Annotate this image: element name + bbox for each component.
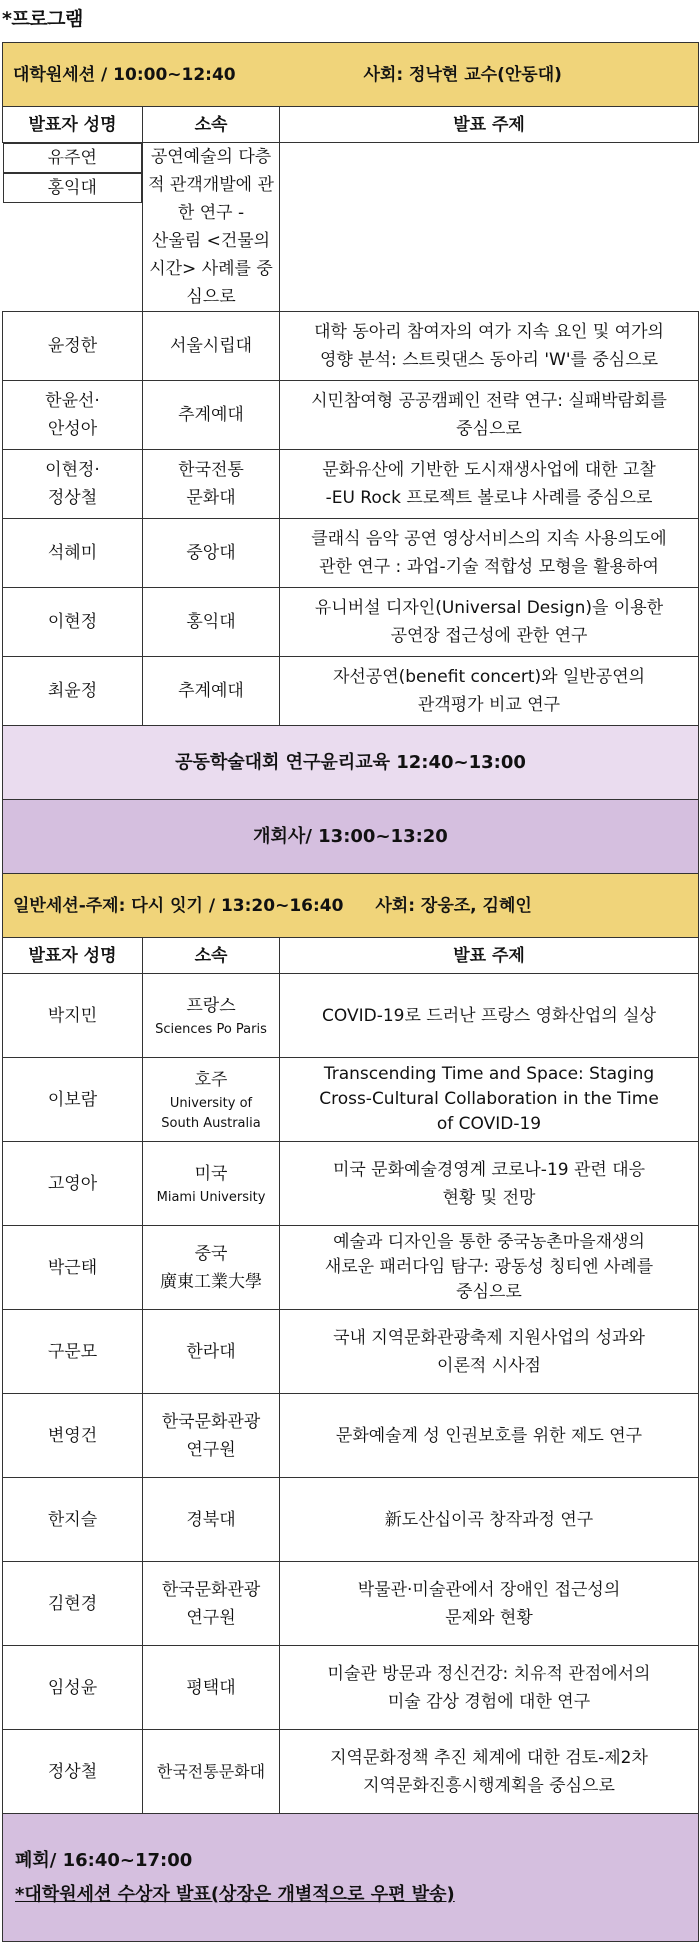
presenter-affiliation-detail: University of South Australia	[161, 1095, 261, 1131]
header-topic: 발표 주제	[280, 107, 699, 143]
presentation-topic: 문화예술계 성 인권보호를 위한 제도 연구	[335, 1425, 643, 1446]
presentation-topic: 예술과 디자인을 통한 중국농촌마을재생의 새로운 패러다임 탐구: 광동성 칭티엔 사례를 중심으로	[324, 1232, 654, 1302]
table-row	[3, 1226, 699, 1310]
schedule-table	[2, 42, 699, 1942]
presentation-topic: 공연예술의 다층적 관객개발에 관한 연구 - 산울림 <건물의 시간> 사례를 중심으로	[148, 147, 274, 307]
table-row	[3, 1394, 699, 1478]
table-row	[3, 1646, 699, 1730]
closing-bar	[3, 1814, 699, 1942]
table-row	[3, 1562, 699, 1646]
presenter-name: 유주연	[3, 143, 143, 173]
presentation-topic: COVID-19로 드러난 프랑스 영화산업의 실상	[322, 1005, 656, 1026]
header-affiliation: 소속	[143, 107, 280, 143]
presenter-name: 한지슬	[3, 1478, 143, 1562]
general-table-header	[3, 938, 699, 974]
closing-time: 폐회/ 16:40~17:00	[15, 1849, 193, 1871]
presenter-name: 박근태	[3, 1226, 143, 1310]
ethics-bar	[3, 726, 699, 800]
presenter-affiliation: 서울시립대	[143, 312, 280, 381]
ethics-label: 공동학술대회 연구윤리교육 12:40~13:00	[3, 726, 699, 800]
general-session-title: 일반세션-주제: 다시 잇기 / 13:20~16:40	[13, 895, 344, 916]
grad-table-header	[3, 107, 699, 143]
table-row	[3, 519, 699, 588]
table-row	[3, 143, 699, 312]
presenter-name: 석혜미	[3, 519, 143, 588]
table-row	[3, 657, 699, 726]
presenter-affiliation: 홍익대	[3, 173, 143, 203]
opening-label: 개회사/ 13:00~13:20	[3, 800, 699, 874]
header-topic: 발표 주제	[280, 938, 699, 974]
header-name: 발표자 성명	[3, 107, 143, 143]
table-row	[3, 1058, 699, 1142]
presentation-topic: 시민참여형 공공캠페인 전략 연구: 실패박람회를 중심으로	[311, 391, 667, 439]
presenter-affiliation: 프랑스	[186, 995, 236, 1016]
presentation-topic: 미술관 방문과 정신건강: 치유적 관점에서의 미술 감상 경험에 대한 연구	[327, 1663, 651, 1712]
presenter-affiliation: 한국문화관광 연구원	[161, 1411, 261, 1460]
presentation-topic: 국내 지역문화관광축제 지원사업의 성과와 이론적 시사점	[333, 1327, 645, 1376]
presenter-name: 이현정	[3, 588, 143, 657]
table-row	[3, 450, 699, 519]
presenter-affiliation: 중국 廣東工業大學	[160, 1243, 262, 1292]
presenter-name: 박지민	[3, 974, 143, 1058]
presenter-name: 이현정· 정상철	[45, 460, 100, 508]
table-row	[3, 1142, 699, 1226]
presentation-topic: 클래식 음악 공연 영상서비스의 지속 사용의도에 관한 연구 : 과업-기술 적합성 모형을 활용하여	[311, 529, 667, 577]
presenter-name: 임성윤	[3, 1646, 143, 1730]
table-row	[3, 588, 699, 657]
table-row	[3, 974, 699, 1058]
presenter-name: 고영아	[3, 1142, 143, 1226]
presenter-affiliation: 경북대	[143, 1478, 280, 1562]
presenter-affiliation: 한국전통 문화대	[178, 460, 244, 508]
grad-session-bar	[3, 43, 699, 107]
general-session-bar	[3, 874, 699, 938]
presenter-affiliation-detail: Sciences Po Paris	[155, 1021, 267, 1037]
presenter-name: 윤정한	[3, 312, 143, 381]
presentation-topic: 박물관·미술관에서 장애인 접근성의 문제와 현황	[357, 1579, 621, 1628]
presentation-topic: 新도산십이곡 창작과정 연구	[384, 1509, 594, 1530]
general-session-moderator: 사회: 장웅조, 김혜인	[375, 895, 532, 916]
presenter-name: 최윤정	[3, 657, 143, 726]
table-row	[3, 1310, 699, 1394]
presenter-affiliation-detail: Miami University	[156, 1189, 266, 1205]
presenter-affiliation: 평택대	[143, 1646, 280, 1730]
table-row	[3, 312, 699, 381]
opening-bar	[3, 800, 699, 874]
presenter-affiliation: 한국전통문화대	[143, 1730, 280, 1814]
presentation-topic: 대학 동아리 참여자의 여가 지속 요인 및 여가의 영향 분석: 스트릿댄스 동아리 'W'를 중심으로	[314, 322, 664, 370]
closing-note: *대학원세션 수상자 발표(상장은 개별적으로 우편 발송)	[15, 1883, 455, 1905]
header-affiliation: 소속	[143, 938, 280, 974]
presenter-name: 한윤선· 안성아	[45, 391, 100, 439]
table-row	[3, 381, 699, 450]
presenter-affiliation: 추계예대	[143, 381, 280, 450]
presenter-affiliation: 한라대	[143, 1310, 280, 1394]
presenter-affiliation: 중앙대	[143, 519, 280, 588]
presentation-topic: 지역문화정책 추진 체계에 대한 검토-제2차 지역문화진흥시행계획을 중심으로	[330, 1747, 648, 1796]
grad-session-title: 대학원세션 / 10:00~12:40	[13, 64, 236, 85]
presenter-name: 이보람	[3, 1058, 143, 1142]
presenter-name: 김현경	[3, 1562, 143, 1646]
grad-session-moderator: 사회: 정낙현 교수(안동대)	[363, 64, 562, 85]
header-name: 발표자 성명	[3, 938, 143, 974]
table-row	[3, 1730, 699, 1814]
presenter-name: 구문모	[3, 1310, 143, 1394]
table-row	[3, 1478, 699, 1562]
presentation-topic: 미국 문화예술경영계 코로나-19 관련 대응 현황 및 전망	[332, 1159, 646, 1208]
presentation-topic: Transcending Time and Space: Staging Cross-Cultural Collaboration in the Time of COVID-19	[319, 1064, 659, 1134]
program-title: *프로그램	[2, 8, 83, 30]
presentation-topic: 자선공연(benefit concert)와 일반공연의 관객평가 비교 연구	[332, 667, 646, 715]
presenter-affiliation: 호주	[194, 1069, 228, 1090]
presenter-name: 변영건	[3, 1394, 143, 1478]
presenter-affiliation: 미국	[194, 1163, 228, 1184]
presentation-topic: 유니버설 디자인(Universal Design)을 이용한 공연장 접근성에 관한 연구	[314, 598, 664, 646]
presenter-affiliation: 홍익대	[143, 588, 280, 657]
presentation-topic: 문화유산에 기반한 도시재생사업에 대한 고찰 -EU Rock 프로젝트 볼로냐 사례를 중심으로	[322, 460, 656, 508]
presenter-name: 정상철	[3, 1730, 143, 1814]
presenter-affiliation: 추계예대	[143, 657, 280, 726]
presenter-affiliation: 한국문화관광 연구원	[161, 1579, 261, 1628]
